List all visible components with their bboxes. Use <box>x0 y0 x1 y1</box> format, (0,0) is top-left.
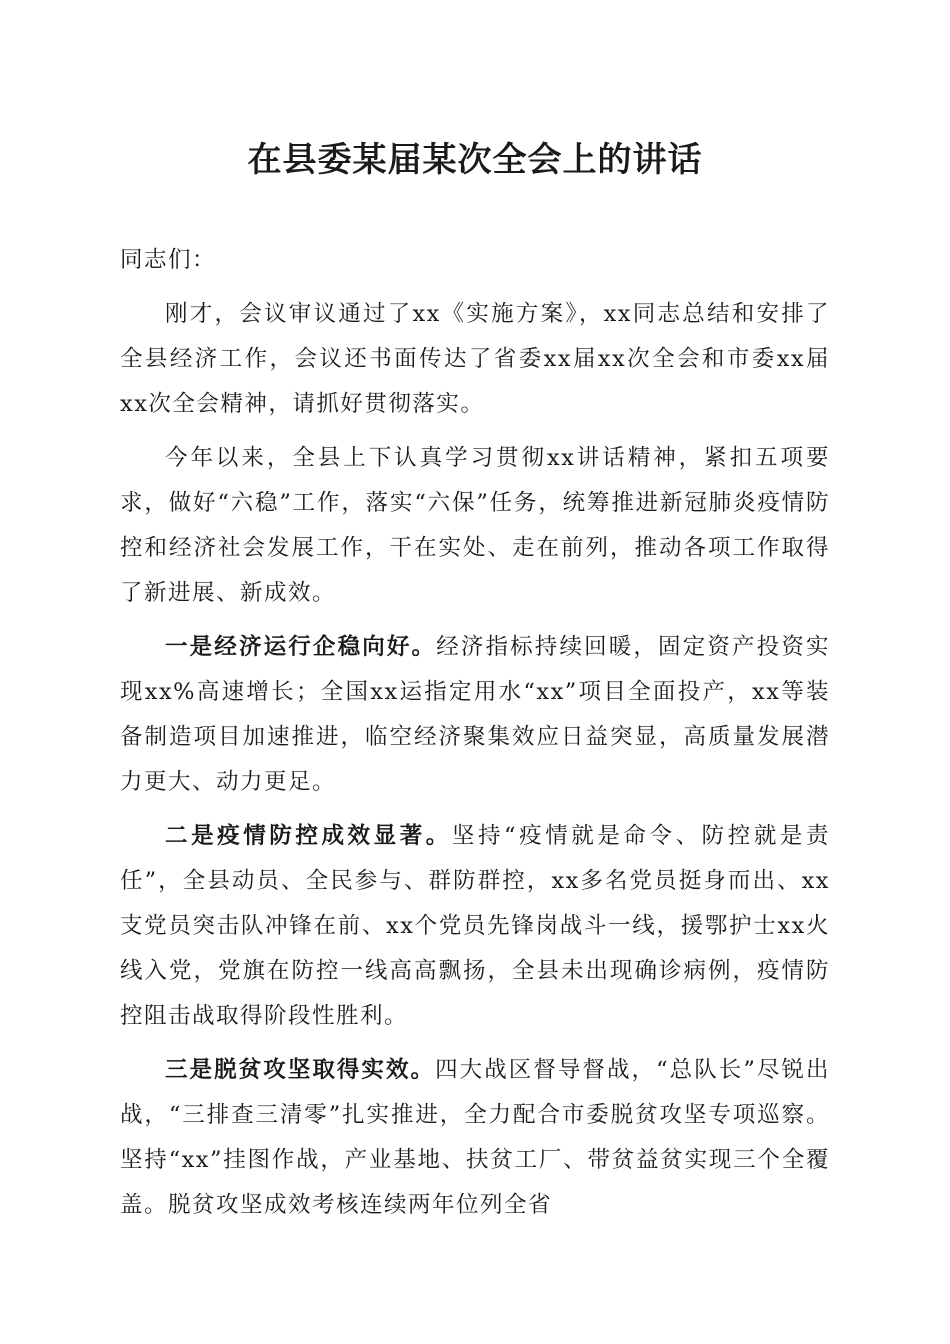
document-body <box>120 238 830 1237</box>
paragraph-text: 经济指标持续回暖，固定资产投资实现xx%高速增长；全国xx运指定用水“xx”项目全面投产，xx等装备制造项目加速推进，临空经济聚集效应日益突显，高质量发展潜力更大、动力更足。 <box>120 634 830 795</box>
paragraph-lead: 一是经济运行企稳向好。 <box>165 634 437 660</box>
paragraph-lead: 三是脱贫攻坚取得实效。 <box>165 1057 436 1083</box>
paragraph-lead: 二是疫情防控成效显著。 <box>165 823 452 849</box>
paragraph-economy <box>120 625 830 805</box>
paragraph-epidemic <box>120 814 830 1039</box>
paragraph-text: 四大战区督导督战，“总队长”尽锐出战，“三排查三清零”扎实推进，全力配合市委脱贫攻坚专项巡察。坚持“xx”挂图作战，产业基地、扶贫工厂、带贫益贫实现三个全覆盖。脱贫攻坚成效考核连续两年位列全省 <box>120 1057 830 1218</box>
paragraph-overview <box>120 436 830 616</box>
paragraph-text: 今年以来，全县上下认真学习贯彻xx讲话精神，紧扣五项要求，做好“六稳”工作，落实“六保”任务，统筹推进新冠肺炎疫情防控和经济社会发展工作，干在实处、走在前列，推动各项工作取得了新进展、新成效。 <box>120 445 830 606</box>
paragraph-text: 刚才，会议审议通过了xx《实施方案》，xx同志总结和安排了全县经济工作，会议还书面传达了省委xx届xx次全会和市委xx届xx次全会精神，请抓好贯彻落实。 <box>120 301 830 417</box>
document-title: 在县委某届某次全会上的讲话 <box>247 140 703 180</box>
paragraph-text: 坚持“疫情就是命令、防控就是责任”，全县动员、全民参与、群防群控，xx多名党员挺身而出、xx支党员突击队冲锋在前、xx个党员先锋岗战斗一线，援鄂护士xx火线入党，党旗在防控一线高高飘扬，全县未出现确诊病例，疫情防控阻击战取得阶段性胜利。 <box>120 823 830 1029</box>
paragraph-opening <box>120 292 830 427</box>
salutation: 同志们： <box>120 247 217 273</box>
paragraph-poverty <box>120 1048 830 1228</box>
